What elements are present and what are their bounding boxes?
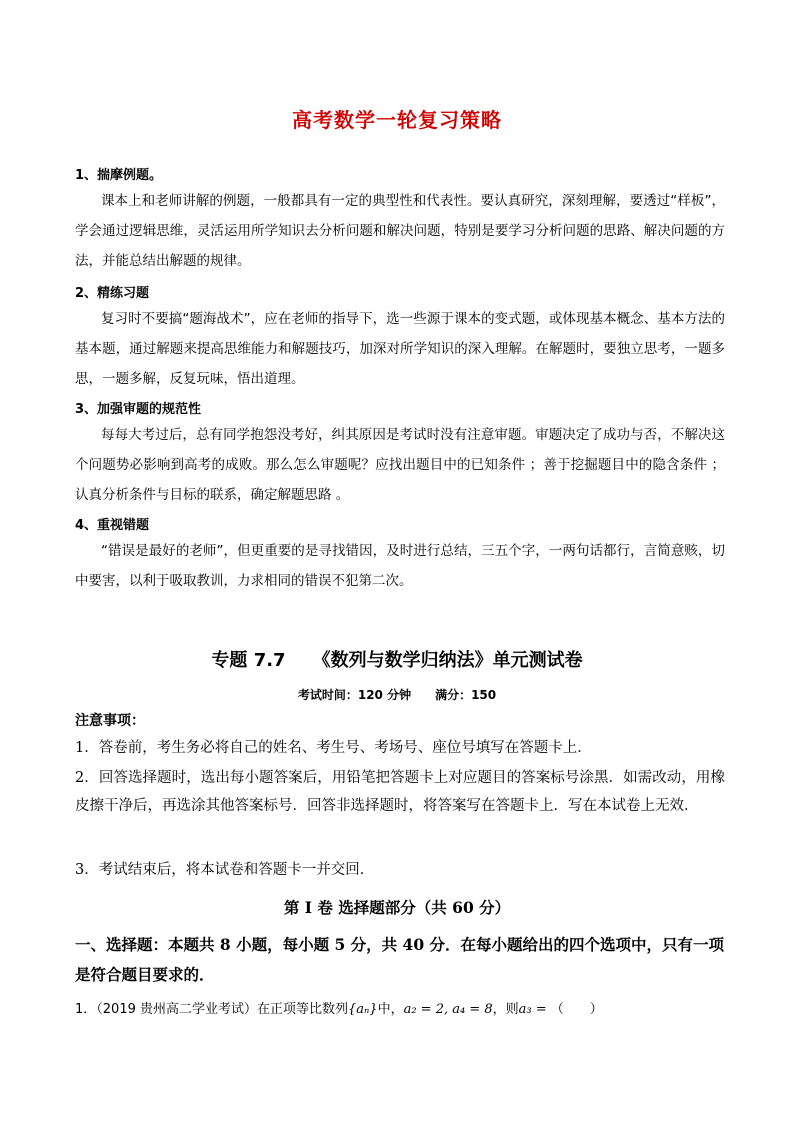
section-3-heading: 3、加强审题的规范性 bbox=[75, 402, 202, 417]
note-3: 3．考试结束后，将本试卷和答题卡一并交回． bbox=[75, 862, 375, 878]
question-1-mid: 中， bbox=[377, 1002, 404, 1017]
main-title: 高考数学一轮复习策略 bbox=[292, 108, 502, 132]
section-1-heading: 1、揣摩例题。 bbox=[75, 168, 163, 183]
section-4-heading: 4、重视错题 bbox=[75, 518, 150, 533]
question-1 bbox=[75, 998, 755, 1017]
question-1-prefix: 1．（2019 贵州高二学业考试）在正项等比数列 bbox=[75, 1002, 348, 1017]
note-2: 2．回答选择题时，选出每小题答案后，用铅笔把答题卡上对应题目的答案标号涂黑．如需改动，用橡皮擦干净后，再选涂其他答案标号．回答非选择题时，将答案写在答题卡上．写在本试卷上无效． bbox=[75, 770, 725, 814]
section-2-body: 复习时不要搞“题海战术”，应在老师的指导下，选一些源于课本的变式题，或体现基本概念、基本方法的基本题，通过解题来提高思维能力和解题技巧，加深对所学知识的深入理解。在解题时，要独立思考，一题多思，一题多解，反复玩味，悟出道理。 bbox=[75, 311, 725, 387]
multiple-choice-heading: 一、选择题：本题共 8 小题，每小题 5 分，共 40 分．在每小题给出的四个选项中，只有一项是符合题目要求的． bbox=[75, 935, 725, 984]
part-heading: 第 I 卷 选择题部分（共 60 分） bbox=[283, 898, 511, 917]
section-1-body: 课本上和老师讲解的例题，一般都具有一定的典型性和代表性。要认真研究，深刻理解，要透过“样板”，学会通过逻辑思维，灵活运用所学知识去分析问题和解决问题，特别是要学习分析问题的思路、解决问题的方法，并能总结出解题的规律。 bbox=[75, 193, 725, 269]
test-meta: 考试时间：120 分钟 满分：150 bbox=[297, 688, 497, 702]
notes-heading: 注意事项： bbox=[75, 713, 145, 729]
question-1-sequence: {aₙ} bbox=[348, 1002, 378, 1017]
question-1-mid2: ，则 bbox=[492, 1002, 519, 1017]
section-2-heading: 2、精练习题 bbox=[75, 286, 150, 301]
question-1-answer-blank: （ ） bbox=[550, 1002, 603, 1017]
section-3-body: 每每大考过后，总有同学抱怨没考好，纠其原因是考试时没有注意审题。审题决定了成功与否，不解决这个问题势必影响到高考的成败。那么怎么审题呢？应找出题目中的已知条件 ；善于挖掘题目中的隐含条件 ；认真分析条件与目标的联系，确定解题思路 。 bbox=[75, 427, 725, 503]
question-1-ask: a₃ = bbox=[518, 1002, 547, 1017]
question-1-condition: a₂ = 2, a₄ = 8 bbox=[403, 1002, 493, 1017]
note-1: 1．答卷前，考生务必将自己的姓名、考生号、考场号、座位号填写在答题卡上． bbox=[75, 740, 592, 756]
test-title: 专题 7.7 《数列与数学归纳法》单元测试卷 bbox=[211, 650, 583, 671]
section-4-body: “错误是最好的老师”，但更重要的是寻找错因，及时进行总结，三五个字，一两句话都行，言简意赅，切中要害，以利于吸取教训，力求相同的错误不犯第二次。 bbox=[75, 543, 725, 589]
